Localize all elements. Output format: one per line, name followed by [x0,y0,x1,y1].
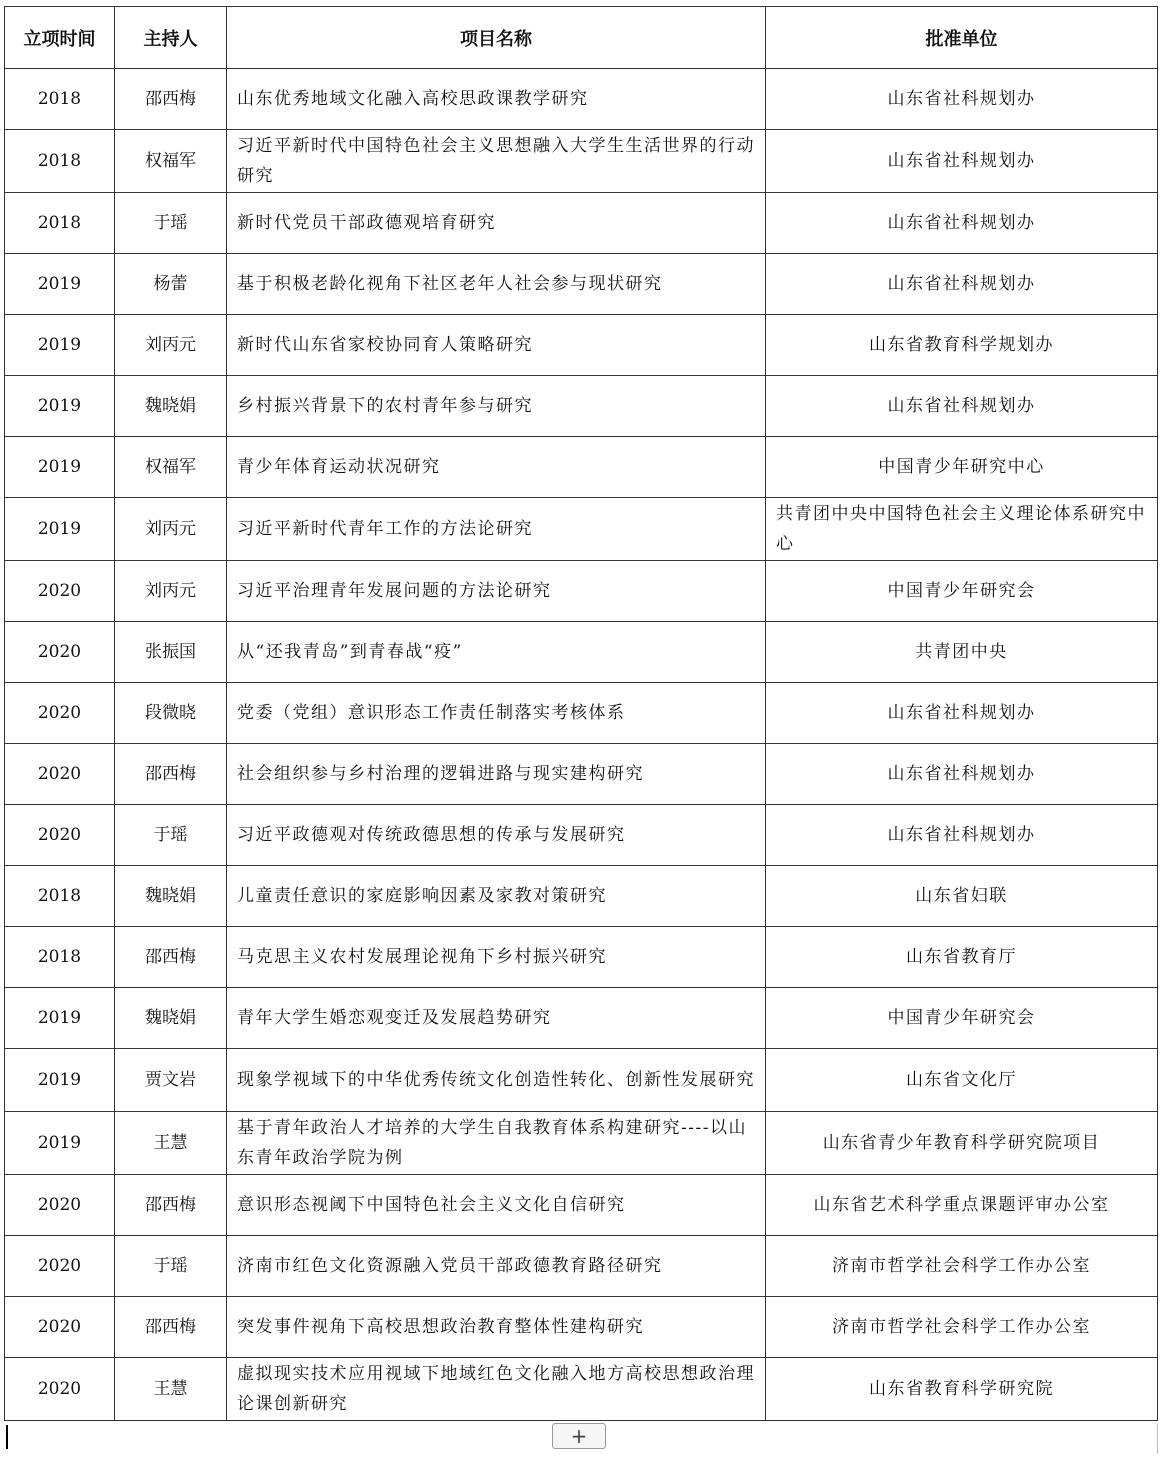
cell-project-name: 马克思主义农村发展理论视角下乡村振兴研究 [227,927,766,988]
cell-project-name: 青少年体育运动状况研究 [227,437,766,498]
cell-project-name: 新时代党员干部政德观培育研究 [227,193,766,254]
table-row [5,376,1158,437]
table-row [5,561,1158,622]
cell-host: 魏晓娟 [115,376,227,437]
cell-approval-unit: 山东省社科规划办 [766,376,1158,437]
cell-project-name: 社会组织参与乡村治理的逻辑进路与现实建构研究 [227,744,766,805]
cell-host: 刘丙元 [115,315,227,376]
cell-approval-unit: 山东省社科规划办 [766,69,1158,130]
right-edge-line [1157,1424,1158,1454]
cell-year: 2019 [5,498,115,561]
cell-year: 2020 [5,744,115,805]
cell-year: 2020 [5,805,115,866]
cell-host: 于瑶 [115,1236,227,1297]
cell-year: 2020 [5,1236,115,1297]
cell-project-name: 党委（党组）意识形态工作责任制落实考核体系 [227,683,766,744]
cell-approval-unit: 山东省青少年教育科学研究院项目 [766,1112,1158,1175]
table-row [5,130,1158,193]
cell-project-name: 基于积极老龄化视角下社区老年人社会参与现状研究 [227,254,766,315]
cell-approval-unit: 中国青少年研究中心 [766,437,1158,498]
table-row [5,1297,1158,1358]
cell-host: 于瑶 [115,193,227,254]
header-name: 项目名称 [227,7,766,69]
cell-host: 王慧 [115,1358,227,1421]
cell-approval-unit: 山东省妇联 [766,866,1158,927]
cell-approval-unit: 共青团中央中国特色社会主义理论体系研究中心 [766,498,1158,561]
cell-host: 于瑶 [115,805,227,866]
header-year: 立项时间 [5,7,115,69]
cell-host: 贾文岩 [115,1049,227,1112]
cell-approval-unit: 山东省社科规划办 [766,254,1158,315]
cell-year: 2018 [5,866,115,927]
cell-project-name: 习近平治理青年发展问题的方法论研究 [227,561,766,622]
cell-approval-unit: 中国青少年研究会 [766,988,1158,1049]
cell-host: 邵西梅 [115,744,227,805]
cell-project-name: 习近平政德观对传统政德思想的传承与发展研究 [227,805,766,866]
cell-approval-unit: 山东省社科规划办 [766,683,1158,744]
cell-year: 2020 [5,1175,115,1236]
cell-approval-unit: 山东省社科规划办 [766,193,1158,254]
cell-host: 邵西梅 [115,1297,227,1358]
table-body [5,69,1158,1421]
text-cursor [6,1425,8,1449]
table-row [5,1049,1158,1112]
cell-project-name: 青年大学生婚恋观变迁及发展趋势研究 [227,988,766,1049]
table-row [5,437,1158,498]
header-host: 主持人 [115,7,227,69]
cell-approval-unit: 山东省艺术科学重点课题评审办公室 [766,1175,1158,1236]
cell-year: 2020 [5,1358,115,1421]
cell-year: 2018 [5,130,115,193]
cell-host: 王慧 [115,1112,227,1175]
cell-host: 刘丙元 [115,561,227,622]
table-row [5,744,1158,805]
cell-host: 权福军 [115,437,227,498]
cell-project-name: 习近平新时代中国特色社会主义思想融入大学生生活世界的行动研究 [227,130,766,193]
cell-project-name: 新时代山东省家校协同育人策略研究 [227,315,766,376]
cell-approval-unit: 山东省社科规划办 [766,130,1158,193]
table-row [5,254,1158,315]
table-row [5,1175,1158,1236]
cell-year: 2019 [5,1112,115,1175]
cell-host: 刘丙元 [115,498,227,561]
cell-approval-unit: 济南市哲学社会科学工作办公室 [766,1236,1158,1297]
cell-approval-unit: 山东省社科规划办 [766,744,1158,805]
table-row [5,988,1158,1049]
table-row [5,805,1158,866]
table-row [5,193,1158,254]
table-row [5,69,1158,130]
cell-host: 杨蕾 [115,254,227,315]
cell-host: 魏晓娟 [115,988,227,1049]
cell-year: 2020 [5,683,115,744]
cell-approval-unit: 山东省教育科学规划办 [766,315,1158,376]
cell-approval-unit: 中国青少年研究会 [766,561,1158,622]
cell-project-name: 习近平新时代青年工作的方法论研究 [227,498,766,561]
cell-year: 2018 [5,927,115,988]
cell-host: 魏晓娟 [115,866,227,927]
table-row [5,622,1158,683]
cell-host: 邵西梅 [115,69,227,130]
cell-year: 2018 [5,69,115,130]
cell-host: 邵西梅 [115,927,227,988]
cell-approval-unit: 济南市哲学社会科学工作办公室 [766,1297,1158,1358]
cell-year: 2019 [5,1049,115,1112]
cell-year: 2019 [5,315,115,376]
cell-year: 2019 [5,437,115,498]
cell-year: 2020 [5,561,115,622]
header-unit: 批准单位 [766,7,1158,69]
cell-host: 权福军 [115,130,227,193]
table-row [5,1112,1158,1175]
cell-project-name: 虚拟现实技术应用视域下地域红色文化融入地方高校思想政治理论课创新研究 [227,1358,766,1421]
cell-year: 2020 [5,1297,115,1358]
table-row [5,866,1158,927]
project-table [4,6,1158,1421]
cell-approval-unit: 山东省社科规划办 [766,805,1158,866]
cell-project-name: 突发事件视角下高校思想政治教育整体性建构研究 [227,1297,766,1358]
cell-approval-unit: 山东省教育科学研究院 [766,1358,1158,1421]
cell-year: 2019 [5,254,115,315]
cell-project-name: 乡村振兴背景下的农村青年参与研究 [227,376,766,437]
cell-project-name: 从“还我青岛”到青春战“疫” [227,622,766,683]
cell-approval-unit: 山东省教育厅 [766,927,1158,988]
cell-project-name: 意识形态视阈下中国特色社会主义文化自信研究 [227,1175,766,1236]
cell-host: 段微晓 [115,683,227,744]
cell-project-name: 济南市红色文化资源融入党员干部政德教育路径研究 [227,1236,766,1297]
cell-project-name: 基于青年政治人才培养的大学生自我教育体系构建研究----以山东青年政治学院为例 [227,1112,766,1175]
cell-year: 2018 [5,193,115,254]
cell-project-name: 儿童责任意识的家庭影响因素及家教对策研究 [227,866,766,927]
cell-project-name: 现象学视域下的中华优秀传统文化创造性转化、创新性发展研究 [227,1049,766,1112]
cell-approval-unit: 共青团中央 [766,622,1158,683]
header-row [5,7,1158,69]
cell-approval-unit: 山东省文化厅 [766,1049,1158,1112]
table-row [5,927,1158,988]
table-row [5,315,1158,376]
cell-year: 2020 [5,622,115,683]
cell-project-name: 山东优秀地域文化融入高校思政课教学研究 [227,69,766,130]
table-row [5,1236,1158,1297]
cell-host: 张振国 [115,622,227,683]
cell-host: 邵西梅 [115,1175,227,1236]
table-row [5,498,1158,561]
table-row [5,683,1158,744]
add-row-button[interactable]: + [552,1423,606,1449]
table-row [5,1358,1158,1421]
cell-year: 2019 [5,376,115,437]
cell-year: 2019 [5,988,115,1049]
